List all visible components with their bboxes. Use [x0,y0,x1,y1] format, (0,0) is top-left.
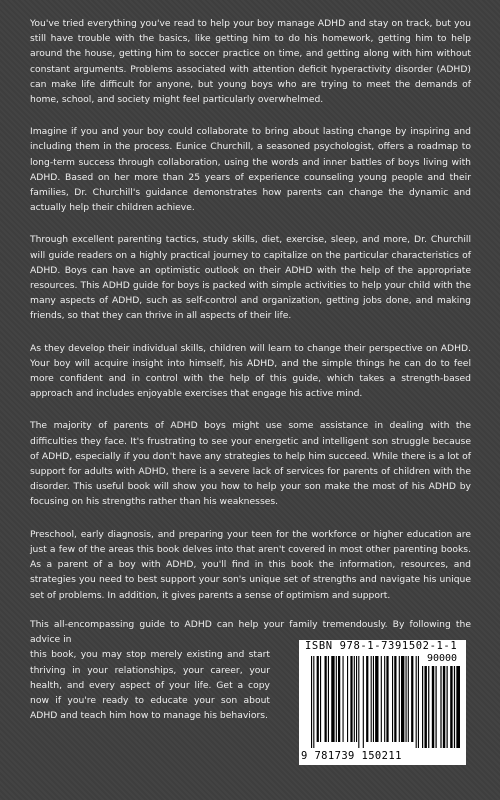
addon-barcode-bars [422,666,460,748]
paragraph-4: As they develop their individual skills, children will learn to change their perspective on ADHD. Your boy will acquire insight into himself, his ADHD, and the simple things he can do to feel more confident and in control with the help of this guide, which takes a strength-based approach and includes enjoyable exercises that engage his active mind. [30,342,471,400]
ean-digits: 9 781739 150211 [301,750,402,762]
paragraph-5: The majority of parents of ADHD boys might use some assistance in dealing with the difficulties they face. It's frustrating to see your energetic and intelligent son struggle because of ADHD, especially if you don't have any strategies to help him succeed. While there is a lot of support for adults with ADHD, there is a severe lack of services for parents of children with the disorder. This useful book will show you how to help your son make the most of his ADHD by focusing on his strengths rather than his weaknesses. [30,420,471,508]
paragraph-2: Imagine if you and your boy could collaborate to bring about lasting change by inspiring and including them in the process. Eunice Churchill, a seasoned psychologist, offers a roadmap to long-term success through collaboration, using the words and inner battles of boys living with ADHD. Based on her more than 25 years of experience counseling young people and their families, Dr. Churchill's guidance demonstrates how parents can change the dynamic and actually help their children achieve. [30,126,471,214]
paragraph-6: Preschool, early diagnosis, and preparing your teen for the workforce or higher education are just a few of the areas this book delves into that aren't covered in most other parenting books. As a parent of a boy with ADHD, you'll find in this book the information, resources, and strategies you need to best support your son's unique set of strengths and navigate his unique set of problems. In addition, it gives parents a sense of optimism and support. [30,528,471,601]
addon-digits: 90000 [426,653,458,664]
paragraph-1: You've tried everything you've read to help your boy manage ADHD and stay on track, but you still have trouble with the basics, like getting him to do his homework, getting him to help around the house, getting him to soccer practice on time, and getting along with him without constant arguments. Problems associated with attention deficit hyperactivity disorder (ADHD) can make life difficult for anyone, but young boys who are trying to meet the demands of home, school, and society might feel particularly overwhelmed. [30,18,471,106]
closing-paragraph-rest: this book, you may stop merely existing and start thriving in your relationships, your career, your health, and every aspect of your life. Get a copy now if you're ready to educate your son about ADHD and teach him how to manage his behaviors. [30,649,270,722]
closing-paragraph-line-1: This all-encompassing guide to ADHD can help your family tremendously. By following the advice in [30,619,471,646]
description-text [30,16,471,620]
isbn-barcode [299,640,466,765]
isbn-label: ISBN 978-1-7391502-1-1 [305,640,458,652]
ean-barcode-bars [311,656,419,748]
paragraph-3: Through excellent parenting tactics, study skills, diet, exercise, sleep, and more, Dr. Churchill will guide readers on a highly practical journey to capitalize on the particular characteristics of ADHD. Boys can have an optimistic outlook on their ADHD with the help of the appropriate resources. This ADHD guide for boys is packed with simple activities to help your child with the many aspects of ADHD, such as self-control and organization, getting jobs done, and making friends, so that they can thrive in all aspects of their life. [30,234,471,322]
